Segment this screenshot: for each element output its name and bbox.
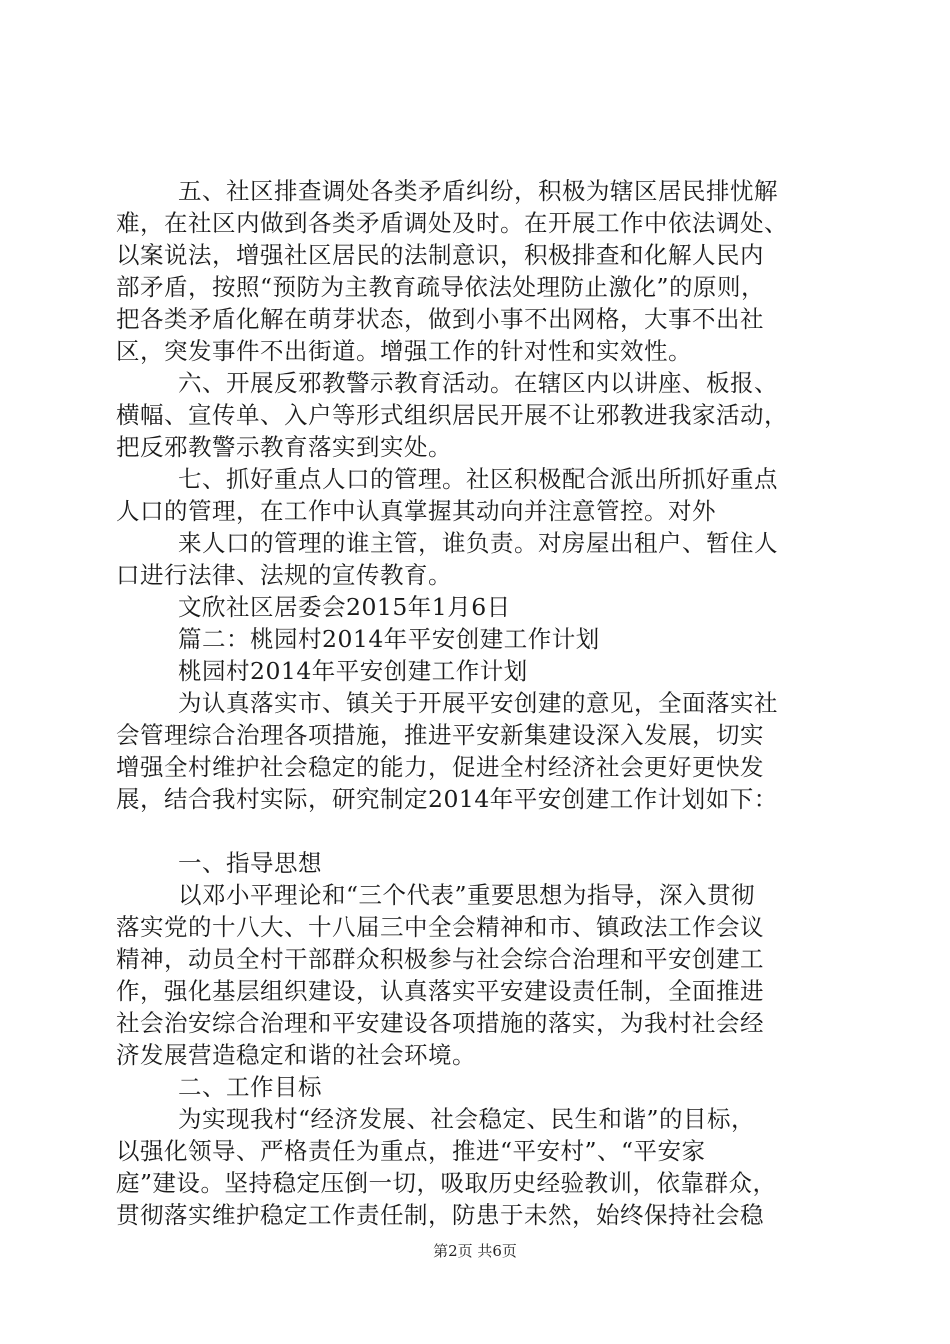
paragraph-line: 会管理综合治理各项措施，推进平安新集建设深入发展，切实 xyxy=(116,721,764,749)
paragraph-line: 区，突发事件不出街道。增强工作的针对性和实效性。 xyxy=(116,337,692,365)
paragraph-line: 以邓小平理论和“三个代表”重要思想为指导，深入贯彻 xyxy=(178,881,756,909)
paragraph-line: 社会治安综合治理和平安建设各项措施的落实，为我村社会经 xyxy=(116,1009,764,1037)
paragraph-line: 增强全村维护社会稳定的能力，促进全村经济社会更好更快发 xyxy=(116,753,764,781)
paragraph-line: 以案说法，增强社区居民的法制意识，积极排查和化解人民内 xyxy=(116,241,764,269)
document-title: 桃园村2014年平安创建工作计划 xyxy=(178,657,528,685)
document-body xyxy=(116,175,836,1231)
paragraph-line: 济发展营造稳定和谐的社会环境。 xyxy=(116,1041,476,1069)
paragraph-line: 六、开展反邪教警示教育活动。在辖区内以讲座、板报、 xyxy=(178,369,778,397)
paragraph-line: 人口的管理，在工作中认真掌握其动向并注意管控。对外 xyxy=(116,497,716,525)
paragraph-line: 落实党的十八大、十八届三中全会精神和市、镇政法工作会议 xyxy=(116,913,764,941)
paragraph-line: 七、抓好重点人口的管理。社区积极配合派出所抓好重点 xyxy=(178,465,778,493)
paragraph-line: 口进行法律、法规的宣传教育。 xyxy=(116,561,452,589)
paragraph-line: 五、社区排查调处各类矛盾纠纷，积极为辖区居民排忧解 xyxy=(178,177,778,205)
paragraph-line: 把反邪教警示教育落实到实处。 xyxy=(116,433,452,461)
paragraph-line: 展，结合我村实际，研究制定2014年平安创建工作计划如下： xyxy=(116,785,778,813)
page-number-footer: 第2页 共6页 xyxy=(433,1242,517,1260)
section-heading: 二、工作目标 xyxy=(178,1073,322,1101)
paragraph-line: 来人口的管理的谁主管，谁负责。对房屋出租户、暂住人 xyxy=(178,529,778,557)
paragraph-line: 为实现我村“经济发展、社会稳定、民生和谐”的目标， xyxy=(178,1105,756,1133)
paragraph-line: 精神，动员全村干部群众积极参与社会综合治理和平安创建工 xyxy=(116,945,764,973)
paragraph-line: 横幅、宣传单、入户等形式组织居民开展不让邪教进我家活动， xyxy=(116,401,788,429)
paragraph-line: 贯彻落实维护稳定工作责任制，防患于未然，始终保持社会稳 xyxy=(116,1201,764,1229)
section-heading: 一、指导思想 xyxy=(178,849,322,877)
paragraph-line: 把各类矛盾化解在萌芽状态，做到小事不出网格，大事不出社 xyxy=(116,305,764,333)
paragraph-line: 部矛盾，按照“预防为主教育疏导依法处理防止激化”的原则， xyxy=(116,273,766,301)
paragraph-line: 以强化领导、严格责任为重点，推进“平安村”、“平安家 xyxy=(116,1137,706,1165)
paragraph-line: 庭”建设。坚持稳定压倒一切，吸取历史经验教训，依靠群众， xyxy=(116,1169,777,1197)
section-heading: 篇二：桃园村2014年平安创建工作计划 xyxy=(178,625,600,653)
paragraph-line: 难，在社区内做到各类矛盾调处及时。在开展工作中依法调处、 xyxy=(116,209,788,237)
blank-line xyxy=(116,815,836,847)
paragraph-line: 作，强化基层组织建设，认真落实平安建设责任制，全面推进 xyxy=(116,977,764,1005)
paragraph-line: 为认真落实市、镇关于开展平安创建的意见，全面落实社 xyxy=(178,689,778,717)
signature-date-line: 文欣社区居委会2015年1月6日 xyxy=(178,593,511,621)
